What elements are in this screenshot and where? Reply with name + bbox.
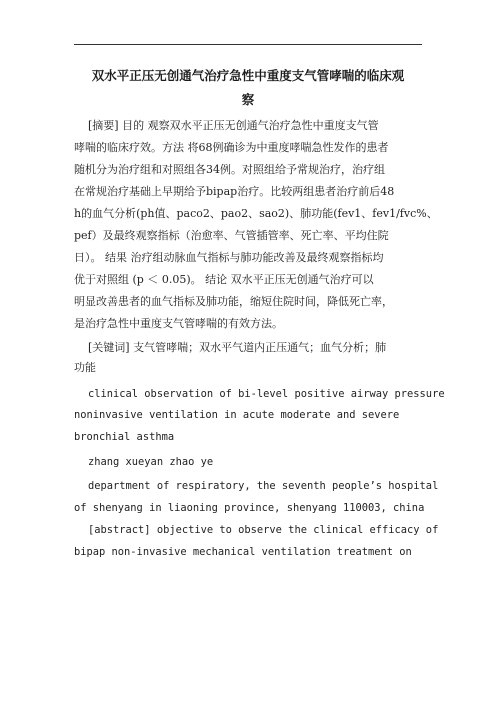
english-title-line: bronchial asthma bbox=[74, 431, 175, 443]
abstract-cn-line: [摘要] 目的 观察双水平正压无创通气治疗急性中重度支气管 bbox=[88, 119, 379, 132]
abstract-en-line: bipap non-invasive mechanical ventilation treatment on bbox=[74, 546, 412, 558]
abstract-cn-line: 优于对照组 (p ＜ 0.05)。 结论 双水平正压无创通气治疗可以 bbox=[74, 273, 374, 286]
affiliation-en-line: of shenyang in liaoning province, shenyang 110003, china bbox=[74, 502, 425, 514]
paper-title-continued: 察 bbox=[241, 92, 255, 107]
affiliation-en-line: department of respiratory, the seventh people’s hospital bbox=[88, 480, 439, 492]
english-title-line: noninvasive ventilation in acute moderate and severe bbox=[74, 409, 400, 421]
paper-title: 双水平正压无创通气治疗急性中重度支气管哮喘的临床观 bbox=[91, 68, 405, 83]
abstract-cn-line: 随机分为治疗组和对照组各34例。对照组给予常规治疗，治疗组 bbox=[74, 163, 385, 176]
abstract-cn-line: 日）。 结果 治疗组动脉血气指标与肺功能改善及最终观察指标均 bbox=[74, 251, 384, 264]
english-title-line: clinical observation of bi-level positive airway pressure bbox=[88, 388, 445, 400]
abstract-en-line: [abstract] objective to observe the clinical efficacy of bbox=[88, 524, 439, 536]
keywords-cn-line: 功能 bbox=[74, 361, 96, 374]
abstract-cn-line: 哮喘的临床疗效。方法 将68例确诊为中重度哮喘急性发作的患者 bbox=[74, 141, 389, 154]
authors-en: zhang xueyan zhao ye bbox=[88, 456, 214, 468]
header-rule bbox=[74, 44, 422, 45]
keywords-cn-line: [关键词] 支气管哮喘；双水平气道内正压通气；血气分析；肺 bbox=[88, 341, 387, 354]
abstract-cn-line: 明显改善患者的血气指标及肺功能，缩短住院时间，降低死亡率， bbox=[74, 295, 393, 308]
abstract-cn-line: pef）及最终观察指标（治愈率、气管插管率、死亡率、平均住院 bbox=[74, 229, 389, 242]
abstract-cn-line: 是治疗急性中重度支气管哮喘的有效方法。 bbox=[74, 317, 283, 330]
abstract-cn-line: h的血气分析(ph值、paco2、pao2、sao2)、肺功能(fev1、fev1/fvc%、 bbox=[74, 207, 438, 220]
abstract-cn-line: 在常规治疗基础上早期给予bipap治疗。比较两组患者治疗前后48 bbox=[74, 185, 395, 198]
